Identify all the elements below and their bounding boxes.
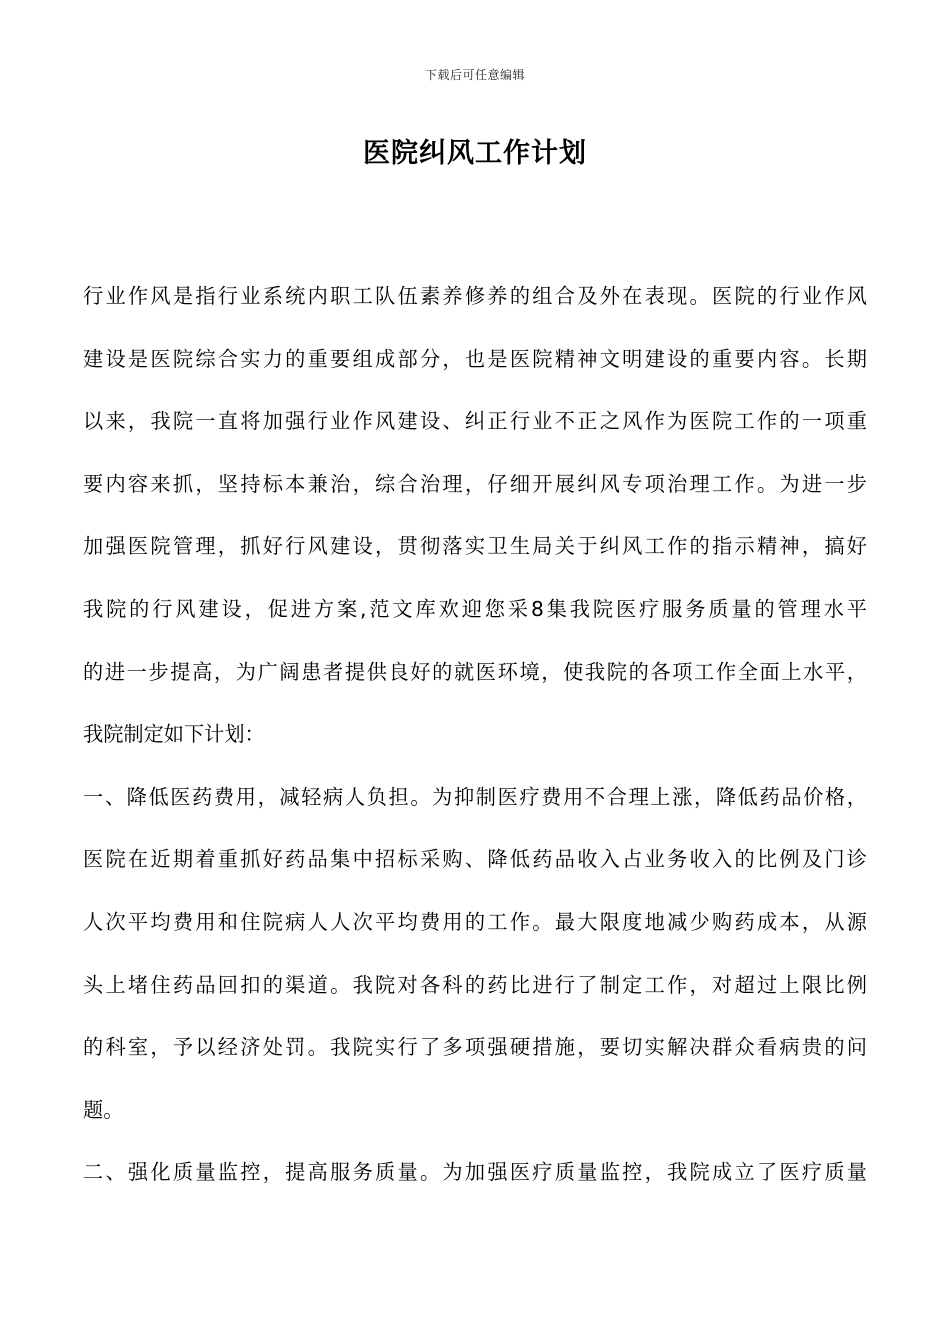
body-line: 要内容来抓，坚持标本兼治，综合治理，仔细开展纠风专项治理工作。为进一步 [83,471,867,496]
body-line: 的科室，予以经济处罚。我院实行了多项强硬措施，要切实解决群众看病贵的问 [83,1035,867,1060]
body-line: 医院在近期着重抓好药品集中招标采购、降低药品收入占业务收入的比例及门诊 [83,847,867,872]
body-line: 一、降低医药费用，减轻病人负担。为抑制医疗费用不合理上涨，降低药品价格， [83,784,867,809]
body-line: 加强医院管理，抓好行风建设，贯彻落实卫生局关于纠风工作的指示精神，搞好 [83,534,867,559]
document-title: 医院纠风工作计划 [363,138,587,169]
body-line: 我院的行风建设，促进方案,范文库欢迎您采8集我院医疗服务质量的管理水平 [83,596,867,621]
body-line: 人次平均费用和住院病人人次平均费用的工作。最大限度地减少购药成本，从源 [83,909,867,934]
body-line: 我院制定如下计划： [83,722,265,747]
body-line: 二、强化质量监控，提高服务质量。为加强医疗质量监控，我院成立了医疗质量 [83,1160,867,1185]
body-line: 建设是医院综合实力的重要组成部分，也是医院精神文明建设的重要内容。长期 [83,346,867,371]
body-line: 头上堵住药品回扣的渠道。我院对各科的药比进行了制定工作，对超过上限比例 [83,972,867,997]
body-line: 行业作风是指行业系统内职工队伍素养修养的组合及外在表现。医院的行业作风 [83,284,867,308]
body-text [83,281,867,1220]
body-line: 题。 [83,1097,124,1122]
header-note: 下载后可任意编辑 [424,68,525,82]
body-line: 的进一步提高，为广阔患者提供良好的就医环境，使我院的各项工作全面上水平， [83,659,867,684]
body-line: 以来，我院一直将加强行业作风建设、纠正行业不正之风作为医院工作的一项重 [83,409,867,434]
